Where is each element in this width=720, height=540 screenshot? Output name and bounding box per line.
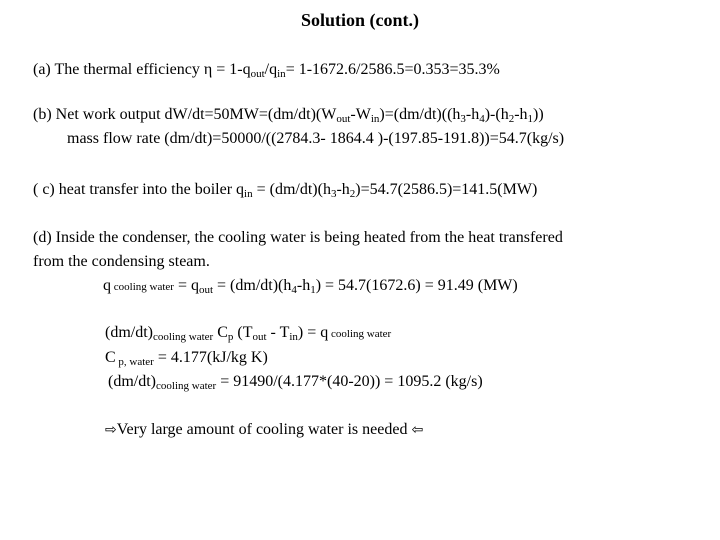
mass-flow-line: mass flow rate (dm/dt)=50000/((2784.3- 1864.4 )-(197.85-191.8))=54.7(kg/s) [67, 130, 565, 147]
sub-cooling-water-2: cooling water [328, 328, 392, 340]
d-eq: = q [173, 277, 199, 294]
tout: (T [233, 324, 253, 341]
cp-water-line [105, 348, 268, 368]
sub-3: 3 [330, 188, 337, 200]
sub-in: in [277, 68, 286, 80]
sub-out: out [252, 331, 267, 343]
c-dash: -h [336, 181, 350, 198]
sub-1: 1 [310, 284, 316, 296]
b-end: )) [533, 106, 544, 123]
b-pre: (b) Net work output dW/dt=50MW=(dm/dt)(W [33, 106, 337, 123]
cp-label: C [213, 324, 228, 341]
dm-dt-2: (dm/dt) [108, 373, 156, 390]
d-rest: ) = 54.7(1672.6) = 91.49 (MW) [315, 277, 518, 294]
d-dash: -h [296, 277, 311, 294]
sub-p-water: p, water [115, 356, 154, 368]
sub-out: out [250, 68, 265, 80]
minus-t: - T [266, 324, 290, 341]
b-mid2: )=(dm/dt)((h [379, 106, 461, 123]
sub-out: out [198, 284, 214, 296]
sub-1: 1 [527, 113, 534, 125]
c-mid: = (dm/dt)(h [252, 181, 331, 198]
c-pre: ( c) heat transfer into the boiler q [33, 181, 245, 198]
sub-in: in [370, 113, 380, 125]
sub-4: 4 [291, 284, 297, 296]
eta-symbol: η [203, 61, 213, 78]
sub-p: p [227, 331, 234, 343]
conclusion-text: Very large amount of cooling water is needed [116, 421, 412, 438]
c-rest: )=54.7(2586.5)=141.5(MW) [355, 181, 538, 198]
q-symbol: q [103, 277, 111, 294]
arrow-left-icon: ⇦ [411, 422, 424, 438]
energy-balance-line [105, 323, 391, 344]
b-dash1: -h [465, 106, 480, 123]
net-work-line [33, 105, 544, 125]
sub-out: out [336, 113, 351, 125]
cooling-water-sub: cooling water [111, 281, 174, 293]
sub-3: 3 [460, 113, 466, 125]
b-mid3: )-(h [484, 106, 509, 123]
part-a-label: (a) The thermal efficiency [33, 61, 200, 78]
b-dash2: -h [514, 106, 528, 123]
sub-2: 2 [349, 188, 356, 200]
slash-part: /q [264, 61, 278, 78]
conclusion-line [105, 420, 423, 440]
result-part: = 1-1672.6/2586.5=0.353=35.3% [285, 61, 500, 78]
arrow-right-icon: ⇨ [105, 422, 117, 438]
sub-in: in [289, 331, 298, 343]
mass-flow-result: = 91490/(4.177*(40-20)) = 1095.2 (kg/s) [216, 373, 483, 390]
sub-2: 2 [508, 113, 515, 125]
sub-cooling-water: cooling water [153, 331, 214, 343]
dm-dt: (dm/dt) [105, 324, 153, 341]
cp-water: C [105, 349, 116, 366]
sub-in: in [244, 188, 253, 200]
sub-cooling-water-3: cooling water [156, 380, 217, 392]
cooling-water-heat-line [103, 276, 518, 297]
cp-water-value: = 4.177(kJ/kg K) [153, 349, 268, 366]
sub-4: 4 [479, 113, 485, 125]
heat-transfer-line [33, 180, 537, 200]
eq-part: = 1-q [216, 61, 251, 78]
eq-q: ) = q [297, 324, 329, 341]
condenser-line-1: (d) Inside the condenser, the cooling water is being heated from the heat transfered [33, 229, 563, 246]
page-title: Solution (cont.) [300, 10, 419, 30]
mass-flow-result-line [108, 372, 483, 392]
thermal-efficiency-line [33, 60, 500, 80]
d-mid: = (dm/dt)(h [213, 277, 292, 294]
condenser-line-2: from the condensing steam. [33, 253, 210, 270]
b-mid: -W [350, 106, 371, 123]
